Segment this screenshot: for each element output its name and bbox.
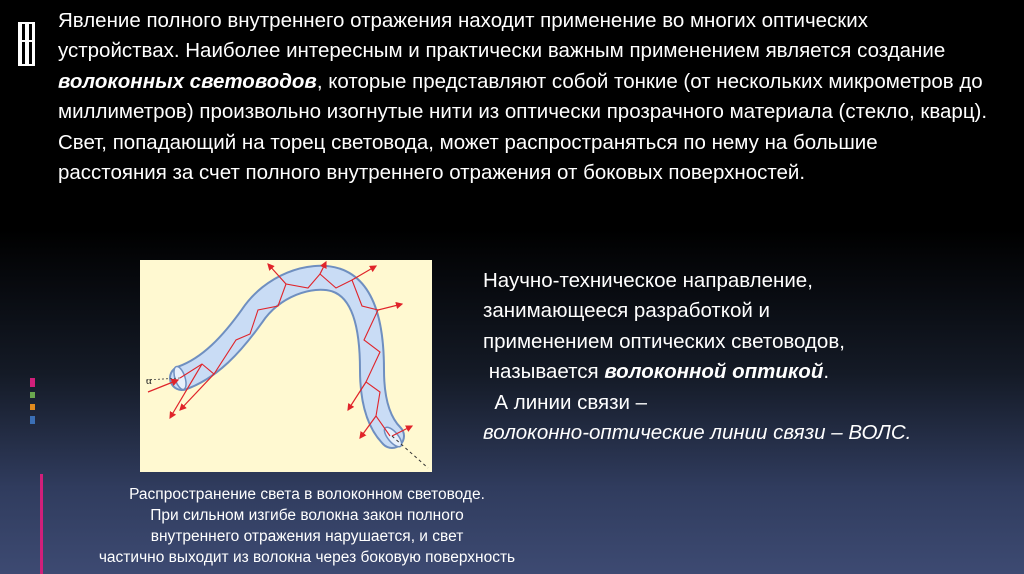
main-paragraph	[58, 6, 988, 188]
right-text-line: занимающееся разработкой и	[483, 299, 770, 323]
fiber-figure	[140, 260, 432, 472]
angle-label: α	[146, 375, 152, 387]
right-text-block	[483, 266, 1023, 448]
deco-bar	[30, 378, 35, 387]
right-text-line: применением оптических световодов,	[483, 329, 845, 353]
deco-bar	[18, 64, 35, 66]
deco-bar	[30, 416, 35, 424]
right-text-line-definition	[483, 357, 1023, 387]
right-text-plain: называется	[483, 360, 605, 384]
caption-line: частично выходит из волокна через боковую поверхность	[98, 549, 516, 566]
escaping-ray	[378, 304, 402, 310]
main-paragraph-emphasis: волоконных световодов	[58, 69, 317, 93]
deco-bar	[32, 22, 35, 66]
deco-bar	[30, 404, 35, 410]
right-text-emphasis: волоконной оптикой	[604, 360, 824, 384]
caption-line: При сильном изгибе волокна закон полного	[150, 507, 464, 524]
right-text-line: А линии связи –	[483, 390, 648, 414]
deco-bar	[30, 392, 35, 398]
caption-line: Распространение света в волоконном световоде.	[129, 486, 485, 503]
right-text-line-italic: волоконно-оптические линии связи – ВОЛС.	[483, 421, 912, 445]
deco-bar	[18, 22, 35, 24]
right-text-end: .	[823, 360, 830, 384]
caption-line: внутреннего отражения нарушается, и свет	[150, 528, 464, 545]
deco-bar	[18, 22, 22, 66]
figure-caption	[42, 484, 572, 568]
main-paragraph-part1: Явление полного внутреннего отражения находит применение во многих оптических устройствах. Наиболее интересным и практически важным применением является создание	[58, 9, 946, 63]
right-text-line: Научно-техническое направление,	[483, 269, 813, 292]
escaping-ray	[352, 266, 376, 280]
main-paragraph-part2: , которые представляют собой тонкие (от нескольких микрометров до миллиметров) произвольно изогнутые нити из оптически прозрачного материала (стекло, кварц). Свет, попадающий на торец световода, может распространяться по нему на большие расстояния за счет полного внутреннего отражения от боковых поверхностей.	[58, 69, 988, 185]
deco-bar	[18, 40, 35, 42]
left-decoration	[0, 0, 42, 574]
output-dashed-line	[392, 436, 428, 468]
fiber-diagram	[140, 260, 432, 472]
deco-bar	[25, 22, 29, 66]
